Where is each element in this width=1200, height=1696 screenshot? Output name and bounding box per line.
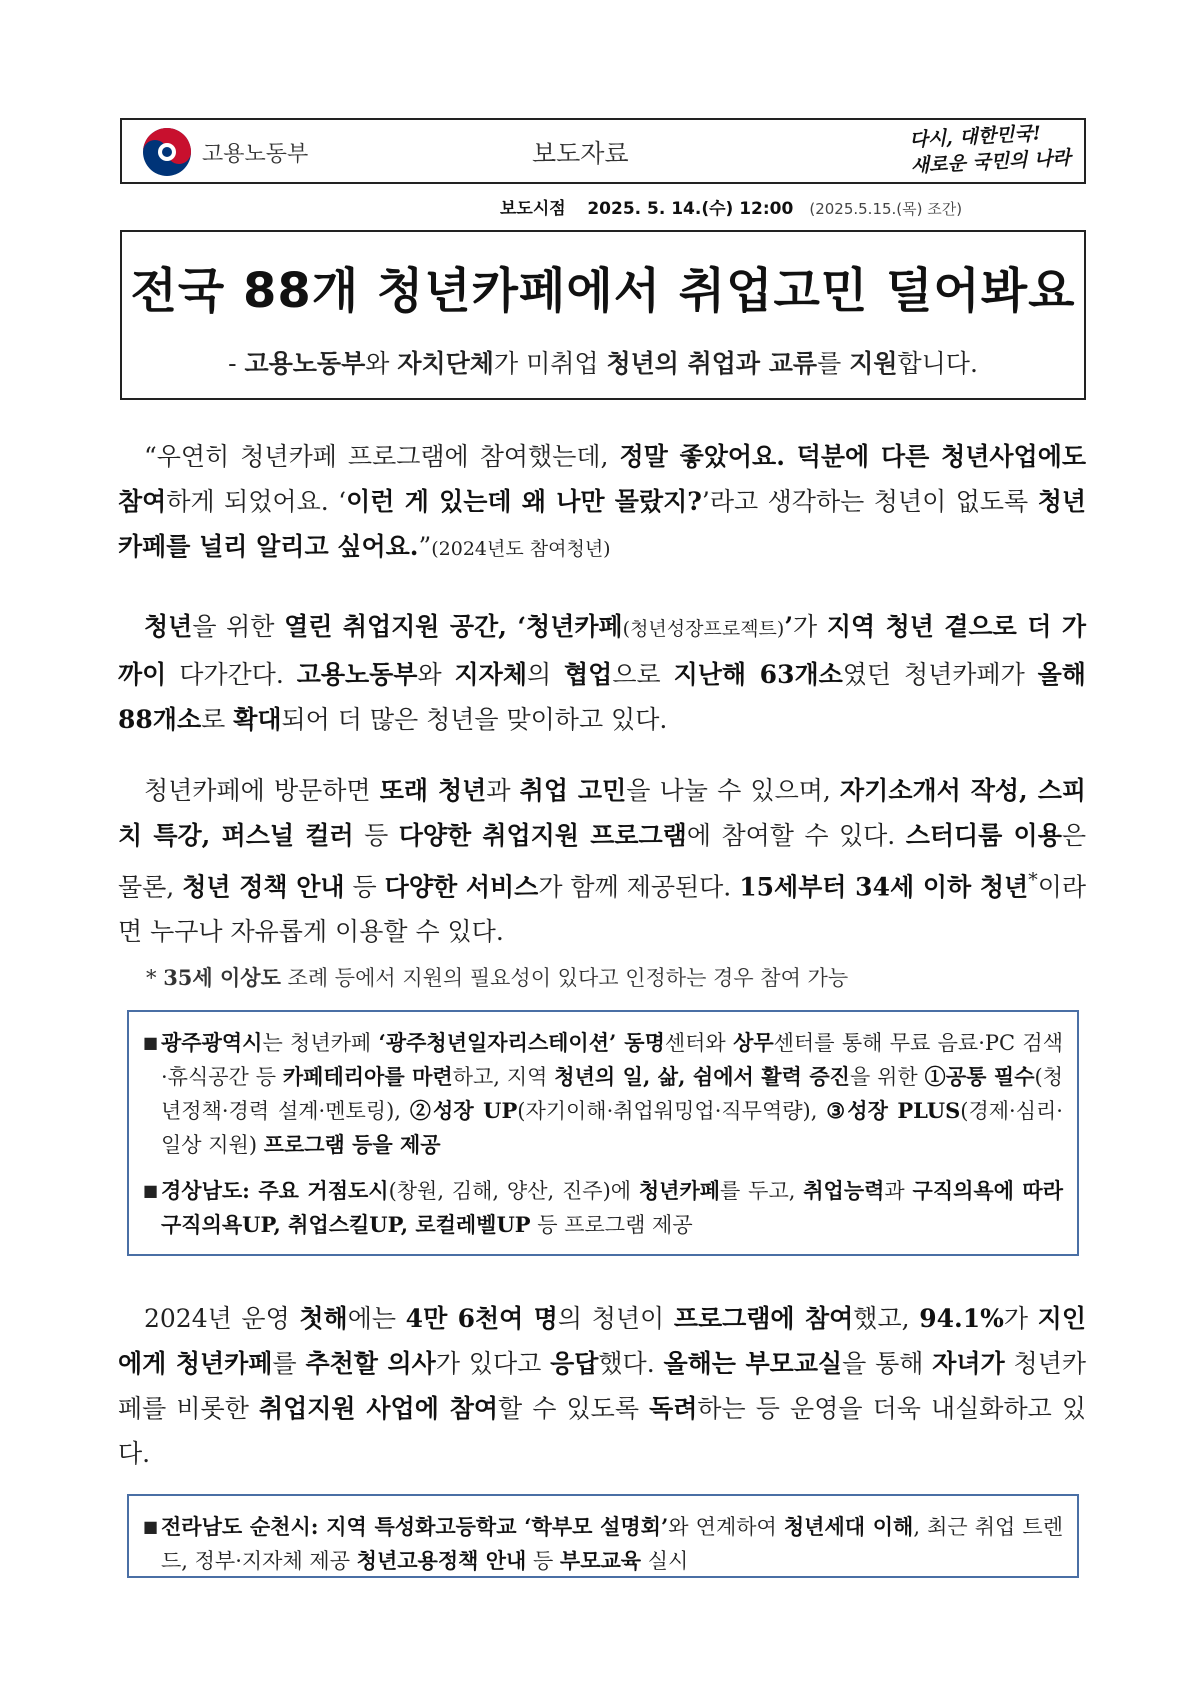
para-part: 청년카페를 비롯한 (118, 1349, 1086, 1423)
para-part: 고용노동부 (296, 660, 418, 689)
item-part: 실시 (641, 1549, 689, 1573)
release-edition: (2025.5.15.(목) 조간) (809, 200, 963, 218)
item-part: 프로그램 등을 제공 (263, 1132, 441, 1157)
item-part: 청년고용정책 안내 (356, 1548, 527, 1573)
para-part: 했고, (853, 1304, 920, 1333)
para-part: 가 (1003, 1304, 1038, 1333)
footnote (146, 962, 848, 992)
subtitle-part: 를 (817, 349, 850, 378)
item-part: 부모교육 (559, 1548, 642, 1573)
para-part: 청년 정책 안내 (182, 872, 345, 902)
footnote-bold: 35세 이상도 (163, 965, 281, 990)
subtitle-part: 고용노동부 (244, 349, 366, 378)
paragraph-3 (118, 1296, 1086, 1476)
square-bullet-icon: ■ (143, 1181, 159, 1200)
item-part: 광주광역시 (161, 1030, 263, 1055)
list-item (143, 1510, 1063, 1578)
item-part: 청년의 일, 삶, 쉼에서 활력 증진 (554, 1064, 850, 1089)
para-part: 지자체 (454, 660, 527, 689)
para-part: 다양한 취업지원 프로그램 (398, 821, 687, 850)
paragraph-2 (118, 768, 1086, 954)
para-part: 프로그램에 참여 (673, 1304, 854, 1333)
item-part: 청년카페 (638, 1178, 721, 1203)
para-part: 열린 취업지원 공간, ‘청년카페 (284, 612, 623, 641)
para-part: 자녀가 (932, 1349, 1005, 1378)
item-part: ①공통 필수 (924, 1064, 1035, 1089)
para-part: 올해 88개소 (118, 660, 1086, 734)
para-part: 등 (344, 872, 385, 902)
example-box-2 (127, 1494, 1079, 1578)
item-part: ③성장 PLUS (826, 1098, 961, 1123)
item-part: 전라남도 순천시: 지역 특성화고등학교 ‘학부모 설명회’ (161, 1514, 669, 1539)
item-part: 센터를 통해 무료 음료·PC 검색·휴식공간 등 (161, 1031, 1063, 1089)
para-part: 다가간다. (166, 660, 297, 689)
quote-part: ’라고 생각하는 청년이 없도록 (701, 487, 1038, 516)
item-part: 취업능력 (803, 1178, 885, 1203)
para-part: 되어 더 많은 청년을 맞이하고 있다. (281, 705, 668, 734)
item-part: 하고, 지역 (452, 1065, 555, 1089)
slogan (909, 119, 1072, 179)
para-part: 할 수 있도록 (498, 1394, 650, 1423)
footnote-marker: * (146, 966, 157, 990)
item-part: 는 청년카페 (262, 1031, 379, 1055)
para-part: 2024년 운영 (144, 1304, 300, 1333)
para-part: 스터디룸 이용 (905, 821, 1062, 850)
slogan-line-1: 다시, 대한민국! (908, 122, 1042, 152)
square-bullet-icon: ■ (143, 1033, 159, 1052)
para-part: 이라면 누구나 자유롭게 이용할 수 있다. (118, 872, 1086, 947)
item-part: (청년정책·경력 설계·멘토링), (161, 1065, 1063, 1123)
header-box (120, 118, 1086, 184)
paragraph-1 (118, 604, 1086, 742)
item-part: 과 (884, 1179, 913, 1203)
quote-part: 청년카페를 널리 알리고 싶어요. (118, 487, 1086, 561)
para-part: 확대 (233, 705, 282, 734)
para-part: 의 (526, 660, 565, 689)
item-part: , 최근 취업 트렌드, 정부·지자체 제공 (161, 1515, 1063, 1573)
para-part: 자기소개서 작성, 스피치 특강, 퍼스널 컬러 (118, 776, 1086, 850)
quote-paragraph (118, 434, 1086, 572)
para-part: 하는 등 운영을 더욱 내실화하고 있다. (118, 1394, 1087, 1468)
para-part: 을 통해 (842, 1349, 933, 1378)
release-info (500, 194, 962, 219)
document-type: 보도자료 (532, 139, 629, 168)
quote-part: 이런 게 있는데 왜 나만 몰랐지? (346, 487, 702, 516)
item-part: ②성장 UP (409, 1098, 518, 1123)
item-part: (창원, 김해, 양산, 진주)에 (388, 1179, 639, 1203)
title-box (120, 230, 1086, 400)
para-part: 청년카페에 방문하면 (144, 776, 380, 805)
para-part: 또래 청년 (379, 776, 487, 805)
quote-part: 하게 되었어요. ‘ (166, 487, 347, 516)
footnote-marker: * (1028, 869, 1038, 891)
para-part: 의 청년이 (557, 1304, 674, 1333)
quote-part: “우연히 청년카페 프로그램에 참여했는데, (144, 442, 620, 471)
subtitle-part: 자치단체 (397, 349, 494, 378)
release-datetime: 2025. 5. 14.(수) 12:00 (587, 199, 794, 219)
footnote-text: 조례 등에서 지원의 필요성이 있다고 인정하는 경우 참여 가능 (280, 966, 849, 990)
para-part: 응답 (550, 1349, 599, 1378)
subtitle (122, 344, 1084, 380)
item-part: 등 (526, 1549, 560, 1573)
para-part: 등 (353, 821, 399, 850)
item-part: 청년세대 이해 (783, 1514, 914, 1539)
para-part: 를 (272, 1349, 306, 1378)
para-part: 취업지원 사업에 참여 (258, 1394, 499, 1423)
subtitle-part: 지원 (849, 349, 898, 378)
item-part: 카페테리아를 마련 (282, 1064, 453, 1089)
page-title: 전국 88개 청년카페에서 취업고민 덜어봐요 (130, 263, 1076, 319)
para-part: 추천할 의사 (305, 1349, 436, 1378)
item-part: ‘광주청년일자리스테이션’ 동명 (378, 1030, 665, 1055)
para-part: 에 참여할 수 있다. (686, 821, 906, 850)
para-part: 을 위한 (192, 612, 285, 641)
item-part: 와 연계하여 (668, 1515, 784, 1539)
para-part: 은 물론, (118, 821, 1087, 902)
para-part: 취업 고민 (519, 776, 627, 805)
para-part: 올해는 부모교실 (663, 1349, 843, 1378)
para-part: 다양한 서비스 (384, 872, 539, 902)
para-part: 가 (793, 612, 827, 641)
para-part: 가 있다고 (435, 1349, 551, 1378)
item-part: (경제·심리·일상 지원) (161, 1099, 1063, 1157)
list-item (143, 1026, 1063, 1162)
para-part: (청년성장프로젝트) (622, 618, 785, 640)
list-item (143, 1174, 1063, 1242)
para-part: 로 (201, 705, 234, 734)
para-part: 독려 (649, 1394, 698, 1423)
para-part: 가 함께 제공된다. (538, 872, 740, 902)
subtitle-part: - (228, 349, 245, 378)
para-part: 협업 (564, 660, 613, 689)
item-part: 센터와 (664, 1031, 734, 1055)
para-part: 15세부터 34세 이하 청년 (739, 872, 1029, 902)
subtitle-part: 청년의 취업과 교류 (606, 349, 818, 378)
square-bullet-icon: ■ (143, 1517, 159, 1536)
subtitle-part: 합니다. (897, 349, 978, 378)
item-part: 상무 (733, 1030, 774, 1055)
para-part: 94.1% (919, 1304, 1004, 1333)
item-part: 경상남도: 주요 거점도시 (161, 1178, 389, 1203)
para-part: 4만 6천여 명 (405, 1304, 558, 1333)
para-part: 지난해 63개소 (673, 660, 843, 689)
subtitle-part: 가 미취업 (493, 349, 607, 378)
release-label: 보도시점 (500, 199, 566, 219)
item-part: (자기이해·취업워밍업·직무역량), (517, 1099, 827, 1123)
item-part: 을 위한 (849, 1065, 925, 1089)
para-part: 와 (417, 660, 455, 689)
government-emblem-icon (142, 127, 192, 177)
para-part: 을 나눌 수 있으며, (626, 776, 841, 805)
item-part: 를 두고, (720, 1179, 804, 1203)
para-part: 첫해 (299, 1304, 348, 1333)
para-part: 지역 청년 곁으로 더 가까이 (118, 612, 1086, 689)
ministry-name: 고용노동부 (202, 142, 309, 167)
quote-source: (2024년도 참여청년) (431, 538, 611, 560)
para-part: 으로 (612, 660, 674, 689)
item-part: 등 프로그램 제공 (530, 1213, 693, 1237)
item-part: 구직의욕에 따라 구직의욕UP, 취업스킬UP, 로컬레벨UP (161, 1178, 1064, 1237)
example-box-1 (127, 1010, 1079, 1256)
para-part: ’ (784, 612, 794, 641)
slogan-line-2: 새로운 국민의 나라 (910, 146, 1072, 178)
para-part: 지인에게 청년카페 (118, 1304, 1086, 1378)
quote-part: ” (418, 532, 432, 561)
quote-part: 정말 좋았어요. 덕분에 다른 청년사업에도 참여 (118, 442, 1086, 516)
para-part: 과 (486, 776, 520, 805)
para-part: 였던 청년카페가 (842, 660, 1038, 689)
subtitle-part: 와 (365, 349, 398, 378)
para-part: 청년 (144, 612, 193, 641)
para-part: 했다. (598, 1349, 664, 1378)
para-part: 에는 (347, 1304, 406, 1333)
